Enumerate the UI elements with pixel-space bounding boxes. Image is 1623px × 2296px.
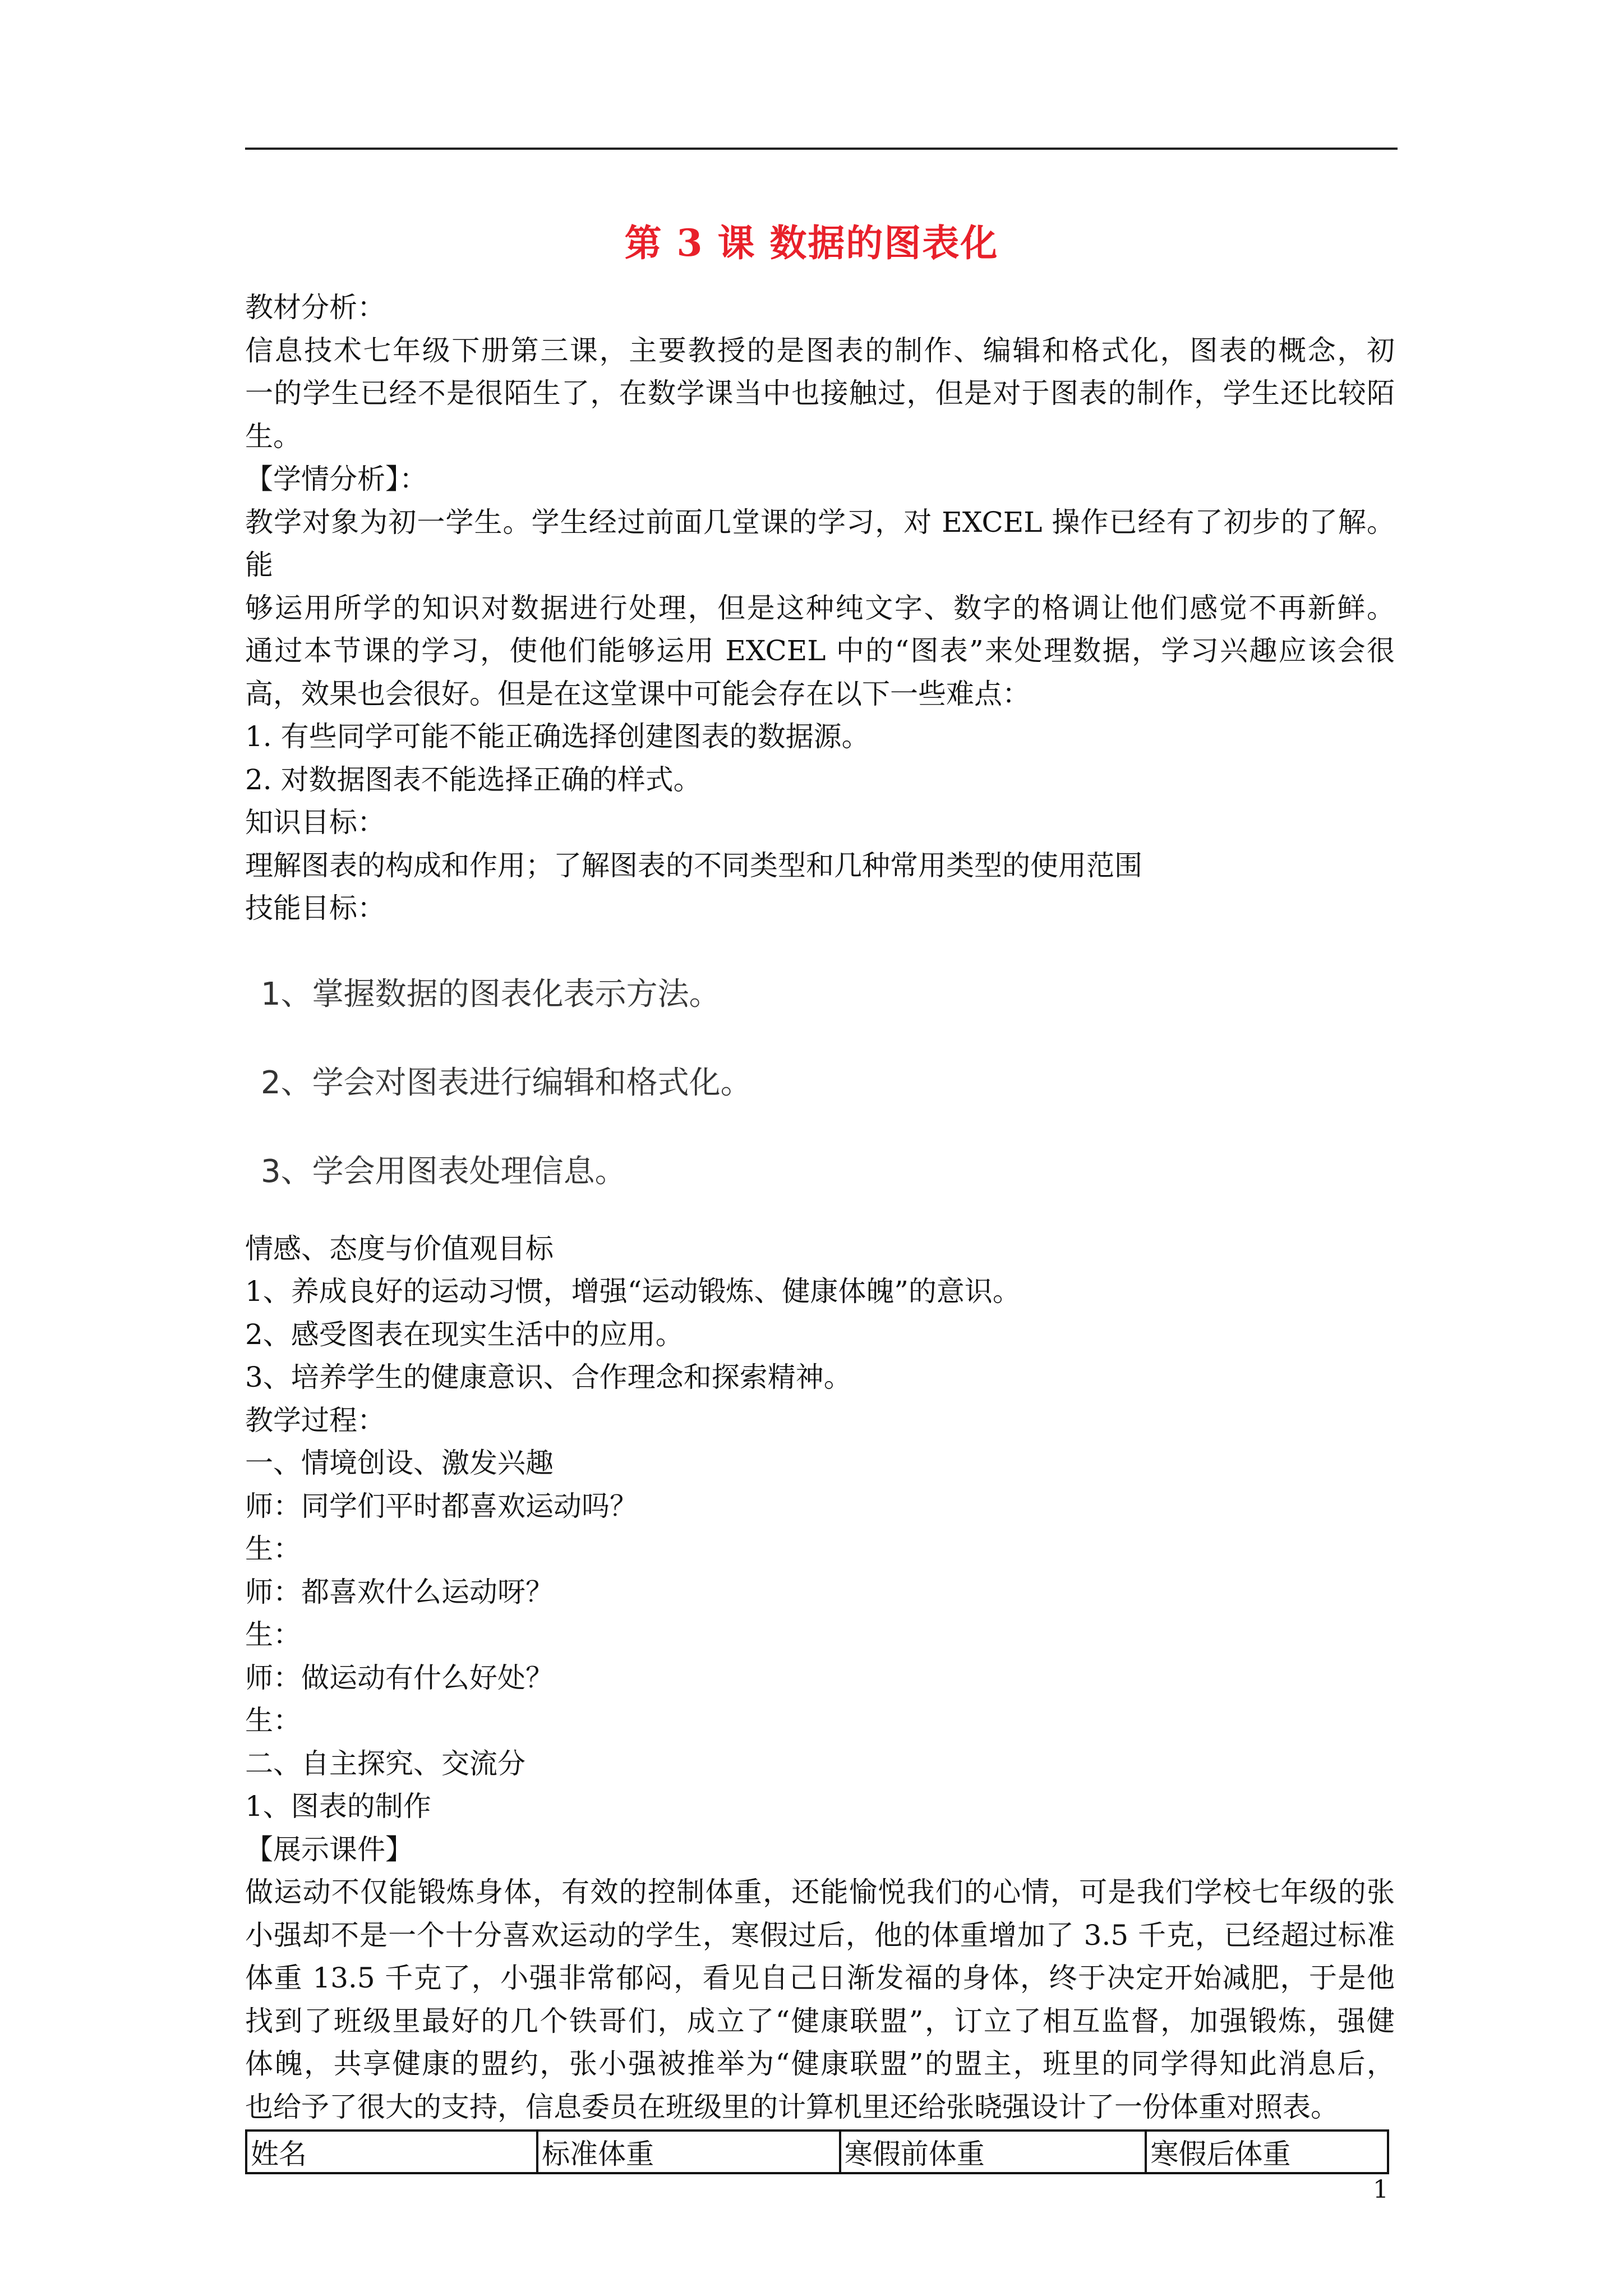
story-line: 找到了班级里最好的几个铁哥们，成立了“健康联盟”，订立了相互监督，加强锻炼，强健 <box>245 2004 1395 2037</box>
story-line: 体魄，共享健康的盟约，张小强被推举为“健康联盟”的盟主，班里的同学得知此消息后， <box>245 2047 1395 2080</box>
paragraph-line: 够运用所学的知识对数据进行处理，但是这种纯文字、数字的格调让他们感觉不再新鲜。 <box>245 591 1395 624</box>
story-line: 体重 13.5 千克了，小强非常郁闷，看见自己日渐发福的身体，终于决定开始减肥，于是他 <box>245 1962 1395 1994</box>
list-item: 2. 对数据图表不能选择正确的样式。 <box>245 763 702 796</box>
paragraph-line: 通过本节课的学习，使他们能够运用 EXCEL 中的“图表”来处理数据，学习兴趣应该会很 <box>245 634 1395 667</box>
table-header-cell: 标准体重 <box>537 2131 840 2173</box>
section-label-student: 【学情分析】： <box>245 463 427 495</box>
weight-table <box>245 2129 1389 2174</box>
list-item: 3、培养学生的健康意识、合作理念和探索精神。 <box>245 1361 852 1393</box>
paragraph-line: 信息技术七年级下册第三课，主要教授的是图表的制作、编辑和格式化，图表的概念，初 <box>245 334 1395 367</box>
section-label-emotion: 情感、态度与价值观目标 <box>245 1232 554 1265</box>
process-line: 【展示课件】 <box>245 1833 413 1866</box>
process-line: 师：都喜欢什么运动呀？ <box>245 1575 554 1608</box>
skill-item: 2、学会对图表进行编辑和格式化。 <box>261 1064 752 1101</box>
paragraph-line: 一的学生已经不是很陌生了，在数学课当中也接触过，但是对于图表的制作，学生还比较陌 <box>245 377 1395 409</box>
paragraph-line: 高，效果也会很好。但是在这堂课中可能会存在以下一些难点： <box>245 677 1030 710</box>
story-line: 小强却不是一个十分喜欢运动的学生，寒假过后，他的体重增加了 3.5 千克，已经超过标准 <box>245 1918 1395 1952</box>
table-header-cell: 姓名 <box>246 2131 537 2173</box>
section-label-skill: 技能目标： <box>245 892 385 924</box>
skill-item: 1、掌握数据的图表化表示方法。 <box>261 976 721 1013</box>
section-label-material: 教材分析： <box>245 291 385 324</box>
list-item: 1、养成良好的运动习惯，增强“运动锻炼、健康体魄”的意识。 <box>245 1275 1021 1308</box>
table-header-cell: 寒假后体重 <box>1146 2131 1388 2173</box>
document-title: 第 3 课 数据的图表化 <box>624 221 999 265</box>
section-label-knowledge: 知识目标： <box>245 806 385 839</box>
paragraph-line: 理解图表的构成和作用；了解图表的不同类型和几种常用类型的使用范围 <box>245 849 1142 882</box>
header-rule <box>245 148 1398 150</box>
process-line: 一、情境创设、激发兴趣 <box>245 1447 554 1479</box>
process-line: 生： <box>245 1618 301 1651</box>
table-header-cell: 寒假前体重 <box>840 2131 1146 2173</box>
process-line: 师：同学们平时都喜欢运动吗？ <box>245 1489 638 1522</box>
process-line: 师：做运动有什么好处？ <box>245 1661 554 1694</box>
process-line: 生： <box>245 1704 301 1737</box>
section-label-process: 教学过程： <box>245 1404 385 1437</box>
skill-goals-list <box>261 950 1395 1216</box>
story-line: 也给予了很大的支持，信息委员在班级里的计算机里还给张晓强设计了一份体重对照表。 <box>245 2090 1339 2123</box>
list-item: 2、感受图表在现实生活中的应用。 <box>245 1318 684 1351</box>
process-line: 生： <box>245 1533 301 1565</box>
document-body <box>245 286 1395 2174</box>
list-item: 1. 有些同学可能不能正确选择创建图表的数据源。 <box>245 720 870 753</box>
process-line: 1、图表的制作 <box>245 1790 431 1823</box>
paragraph-line: 生。 <box>245 420 301 453</box>
paragraph-line: 教学对象为初一学生。学生经过前面几堂课的学习，对 EXCEL 操作已经有了初步的了解。能 <box>245 505 1395 581</box>
skill-item: 3、学会用图表处理信息。 <box>261 1153 626 1190</box>
page-number: 1 <box>1373 2175 1389 2204</box>
table-header-row <box>246 2131 1388 2173</box>
story-line: 做运动不仅能锻炼身体，有效的控制体重，还能愉悦我们的心情，可是我们学校七年级的张 <box>245 1876 1395 1908</box>
process-line: 二、自主探究、交流分 <box>245 1747 525 1780</box>
